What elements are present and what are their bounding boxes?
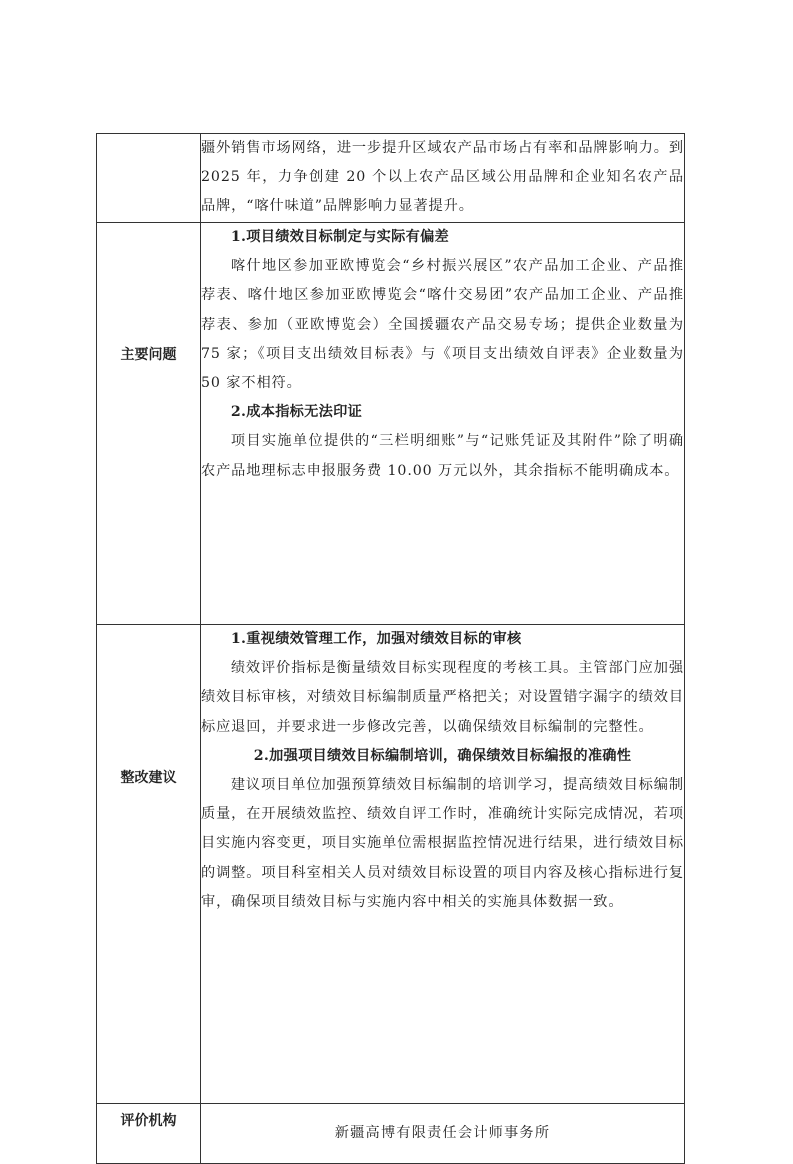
suggestion-text-2: 建议项目单位加强预算绩效目标编制的培训学习，提高绩效目标编制质量，在开展绩效监控、绩效自评工作时，准确统计实际完成情况，若项目实施内容变更，项目实施单位需根据监控情况进行结果，进行绩效目标的调整。项目科室相关人员对绩效目标设置的项目内容及核心指标进行复审，确保项目绩效目标与实施内容中相关的实施具体数据一致。 (201, 777, 684, 910)
issue-text-2: 项目实施单位提供的“三栏明细账”与“记账凭证及其附件”除了明确农产品地理标志申报服务费 10.00 万元以外，其余指标不能明确成本。 (201, 433, 684, 479)
row-content (201, 223, 685, 625)
continuation-paragraph: 疆外销售市场网络，进一步提升区域农产品市场占有率和品牌影响力。到 2025 年，力争创建 20 个以上农产品区域公用品牌和企业知名农产品品牌，“喀什味道”品牌影响力显著提升。 (201, 140, 684, 215)
row-content (201, 134, 685, 223)
table-row-continuation (97, 134, 685, 223)
row-content (201, 625, 685, 1104)
table-row-evaluator (97, 1104, 685, 1164)
suggestion-text-1: 绩效评价指标是衡量绩效目标实现程度的考核工具。主管部门应加强绩效目标审核，对绩效目标编制质量严格把关；对设置错字漏字的绩效目标应退回，并要求进一步修改完善，以确保绩效目标编制的完整性。 (201, 660, 684, 735)
row-label-empty (97, 134, 201, 223)
table-row-suggestions (97, 625, 685, 1104)
suggestion-heading-2: 2.加强项目绩效目标编制培训，确保绩效目标编报的准确性 (253, 747, 632, 764)
issue-text-1: 喀什地区参加亚欧博览会“乡村振兴展区”农产品加工企业、产品推荐表、喀什地区参加亚欧博览会“喀什交易团”农产品加工企业、产品推荐表、参加（亚欧博览会）全国援疆农产品交易专场；提供企业数量为 75 家；《项目支出绩效目标表》与《项目支出绩效自评表》企业数量为 50 家不相符。 (201, 258, 684, 392)
evaluator-name: 新疆高博有限责任会计师事务所 (201, 1104, 685, 1164)
row-label-main-issues: 主要问题 (97, 223, 201, 625)
suggestion-heading-1: 1.重视绩效管理工作，加强对绩效目标的审核 (230, 631, 522, 647)
issue-heading-1: 1.项目绩效目标制定与实际有偏差 (230, 229, 450, 245)
table-row-main-issues (97, 223, 685, 625)
issue-heading-2: 2.成本指标无法印证 (230, 404, 363, 421)
evaluation-table (96, 133, 685, 1164)
row-label-evaluator: 评价机构 (97, 1104, 201, 1164)
row-label-suggestions: 整改建议 (97, 625, 201, 1104)
